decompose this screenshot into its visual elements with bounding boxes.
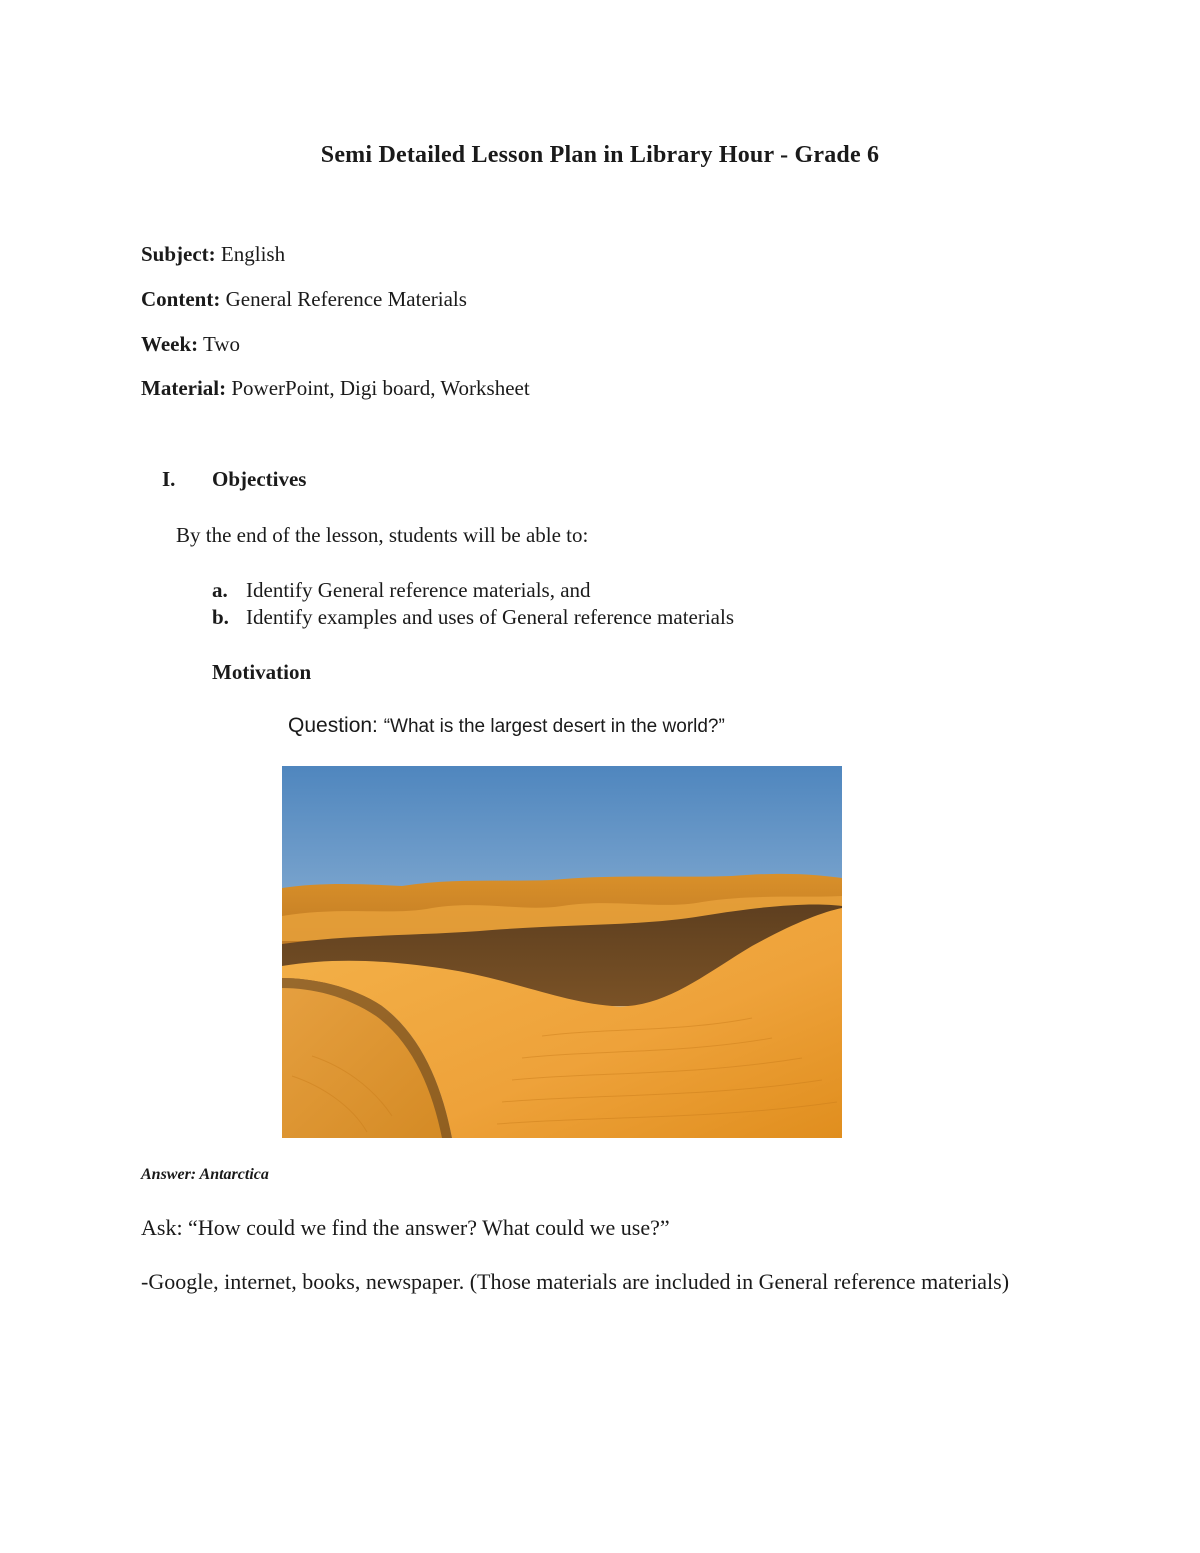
meta-value: General Reference Materials (225, 287, 467, 311)
objective-text: Identify General reference materials, and (246, 578, 591, 602)
meta-label: Material: (141, 376, 227, 400)
meta-material (141, 376, 530, 401)
section-number: I. (162, 467, 176, 491)
objective-item (212, 578, 591, 603)
answer-text: Answer: Antarctica (141, 1166, 269, 1183)
desert-photo (282, 766, 842, 1138)
meta-content (141, 287, 467, 312)
meta-value: English (220, 242, 286, 266)
meta-label: Week: (141, 332, 199, 356)
objective-label: b. (212, 605, 229, 629)
meta-value: PowerPoint, Digi board, Worksheet (231, 376, 530, 400)
meta-week (141, 332, 240, 357)
motivation-question (288, 714, 725, 738)
objective-item (212, 605, 734, 630)
question-text: “What is the largest desert in the world?” (383, 716, 725, 737)
question-label: Question: (288, 714, 378, 737)
meta-label: Subject: (141, 242, 216, 266)
meta-subject (141, 242, 285, 267)
objectives-intro: By the end of the lesson, students will be able to: (176, 523, 589, 547)
objective-text: Identify examples and uses of General reference materials (246, 605, 735, 629)
meta-label: Content: (141, 287, 221, 311)
section-title: Objectives (212, 467, 307, 491)
meta-value: Two (203, 332, 241, 356)
followup-paragraph: -Google, internet, books, newspaper. (Those materials are included in General reference materials) (141, 1269, 1010, 1294)
motivation-heading: Motivation (212, 660, 312, 684)
objective-label: a. (212, 578, 228, 602)
ask-text: Ask: “How could we find the answer? What could we use?” (141, 1215, 670, 1240)
page-title: Semi Detailed Lesson Plan in Library Hour - Grade 6 (320, 142, 880, 168)
